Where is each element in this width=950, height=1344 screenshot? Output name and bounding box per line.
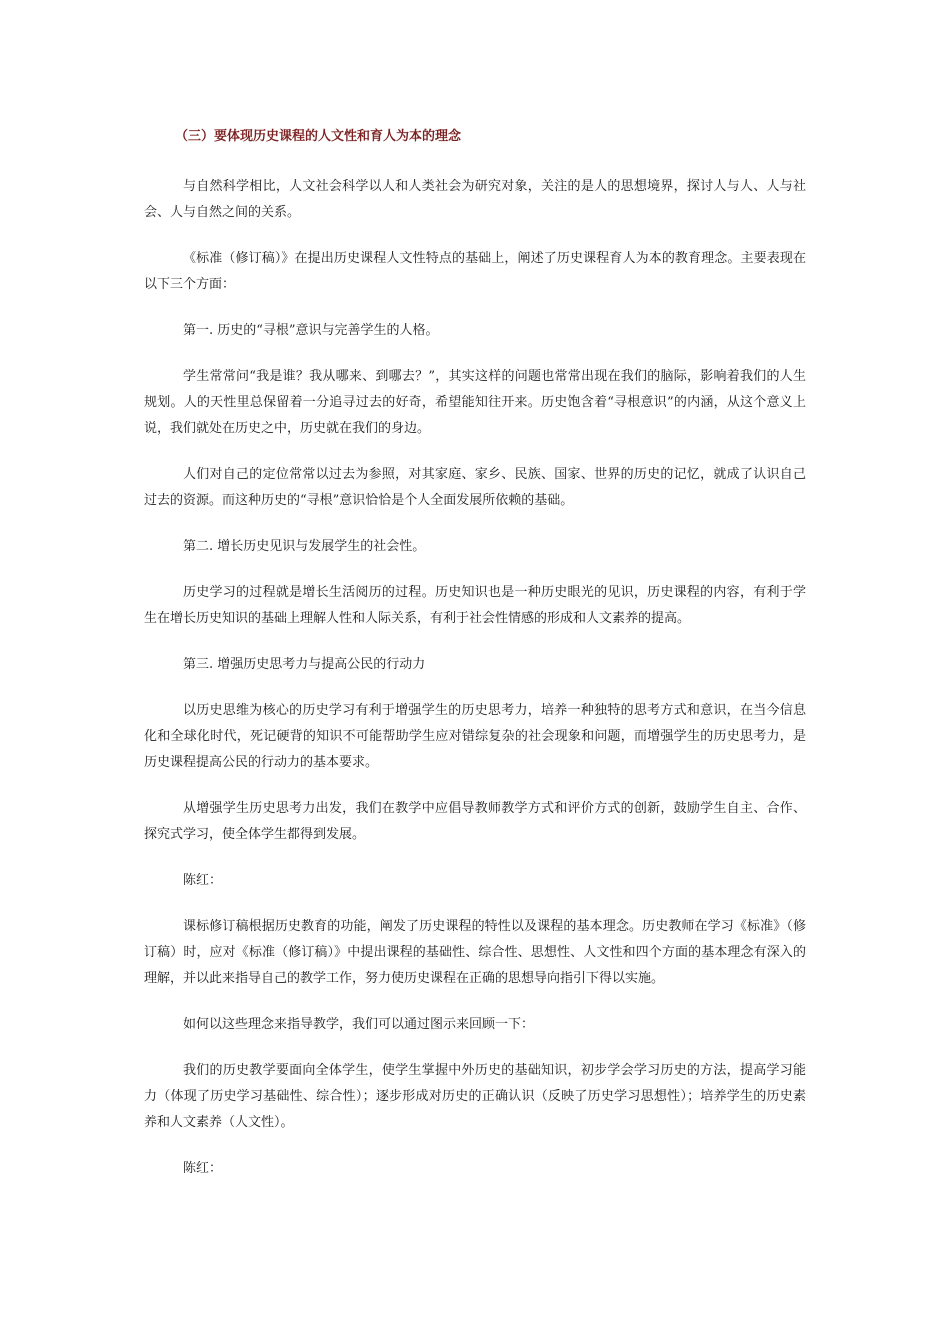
paragraph: 历史学习的过程就是增长生活阅历的过程。历史知识也是一种历史眼光的见识，历史课程的内容，有利于学生在增长历史知识的基础上理解人性和人际关系，有利于社会性情感的形成和人文素养的提高。	[144, 585, 806, 626]
paragraph-point-one: 第一. 历史的“寻根”意识与完善学生的人格。	[183, 323, 439, 338]
paragraph: 如何以这些理念来指导教学，我们可以通过图示来回顾一下：	[183, 1017, 535, 1032]
speaker-label: 陈红：	[183, 873, 223, 888]
section-heading: （三）要体现历史课程的人文性和育人为本的理念	[175, 129, 462, 144]
paragraph: 学生常常问“我是谁？我从哪来、到哪去？”，其实这样的问题也常常出现在我们的脑际，影响着我们的人生规划。人的天性里总保留着一分追寻过去的好奇，希望能知往开来。历史饱含着“寻根意识”的内涵，从这个意义上说，我们就处在历史之中，历史就在我们的身边。	[144, 369, 806, 436]
paragraph: 我们的历史教学要面向全体学生，使学生掌握中外历史的基础知识，初步学会学习历史的方法，提高学习能力（体现了历史学习基础性、综合性）；逐步形成对历史的正确认识（反映了历史学习思想性）；培养学生的历史素养和人文素养（人文性）。	[144, 1063, 806, 1130]
document-body	[144, 126, 806, 1202]
paragraph-point-two: 第二. 增长历史见识与发展学生的社会性。	[183, 539, 426, 554]
speaker-label: 陈红：	[183, 1161, 223, 1176]
paragraph: 以历史思维为核心的历史学习有利于增强学生的历史思考力，培养一种独特的思考方式和意识，在当今信息化和全球化时代，死记硬背的知识不可能帮助学生应对错综复杂的社会现象和问题，而增强学生的历史思考力，是历史课程提高公民的行动力的基本要求。	[144, 703, 806, 770]
paragraph: 与自然科学相比，人文社会科学以人和人类社会为研究对象，关注的是人的思想境界，探讨人与人、人与社会、人与自然之间的关系。	[144, 179, 806, 220]
paragraph: 课标修订稿根据历史教育的功能，阐发了历史课程的特性以及课程的基本理念。历史教师在学习《标准》（修订稿）时，应对《标准（修订稿）》中提出课程的基础性、综合性、思想性、人文性和四个方面的基本理念有深入的理解，并以此来指导自己的教学工作，努力使历史课程在正确的思想导向指引下得以实施。	[144, 919, 806, 986]
paragraph: 人们对自己的定位常常以过去为参照，对其家庭、家乡、民族、国家、世界的历史的记忆，就成了认识自己过去的资源。而这种历史的“寻根”意识恰恰是个人全面发展所依赖的基础。	[144, 467, 806, 508]
paragraph: 《标准（修订稿）》在提出历史课程人文性特点的基础上，阐述了历史课程育人为本的教育理念。主要表现在以下三个方面：	[144, 251, 806, 292]
paragraph: 从增强学生历史思考力出发，我们在教学中应倡导教师教学方式和评价方式的创新，鼓励学生自主、合作、探究式学习，使全体学生都得到发展。	[144, 801, 806, 842]
paragraph-point-three: 第三. 增强历史思考力与提高公民的行动力	[183, 657, 426, 672]
